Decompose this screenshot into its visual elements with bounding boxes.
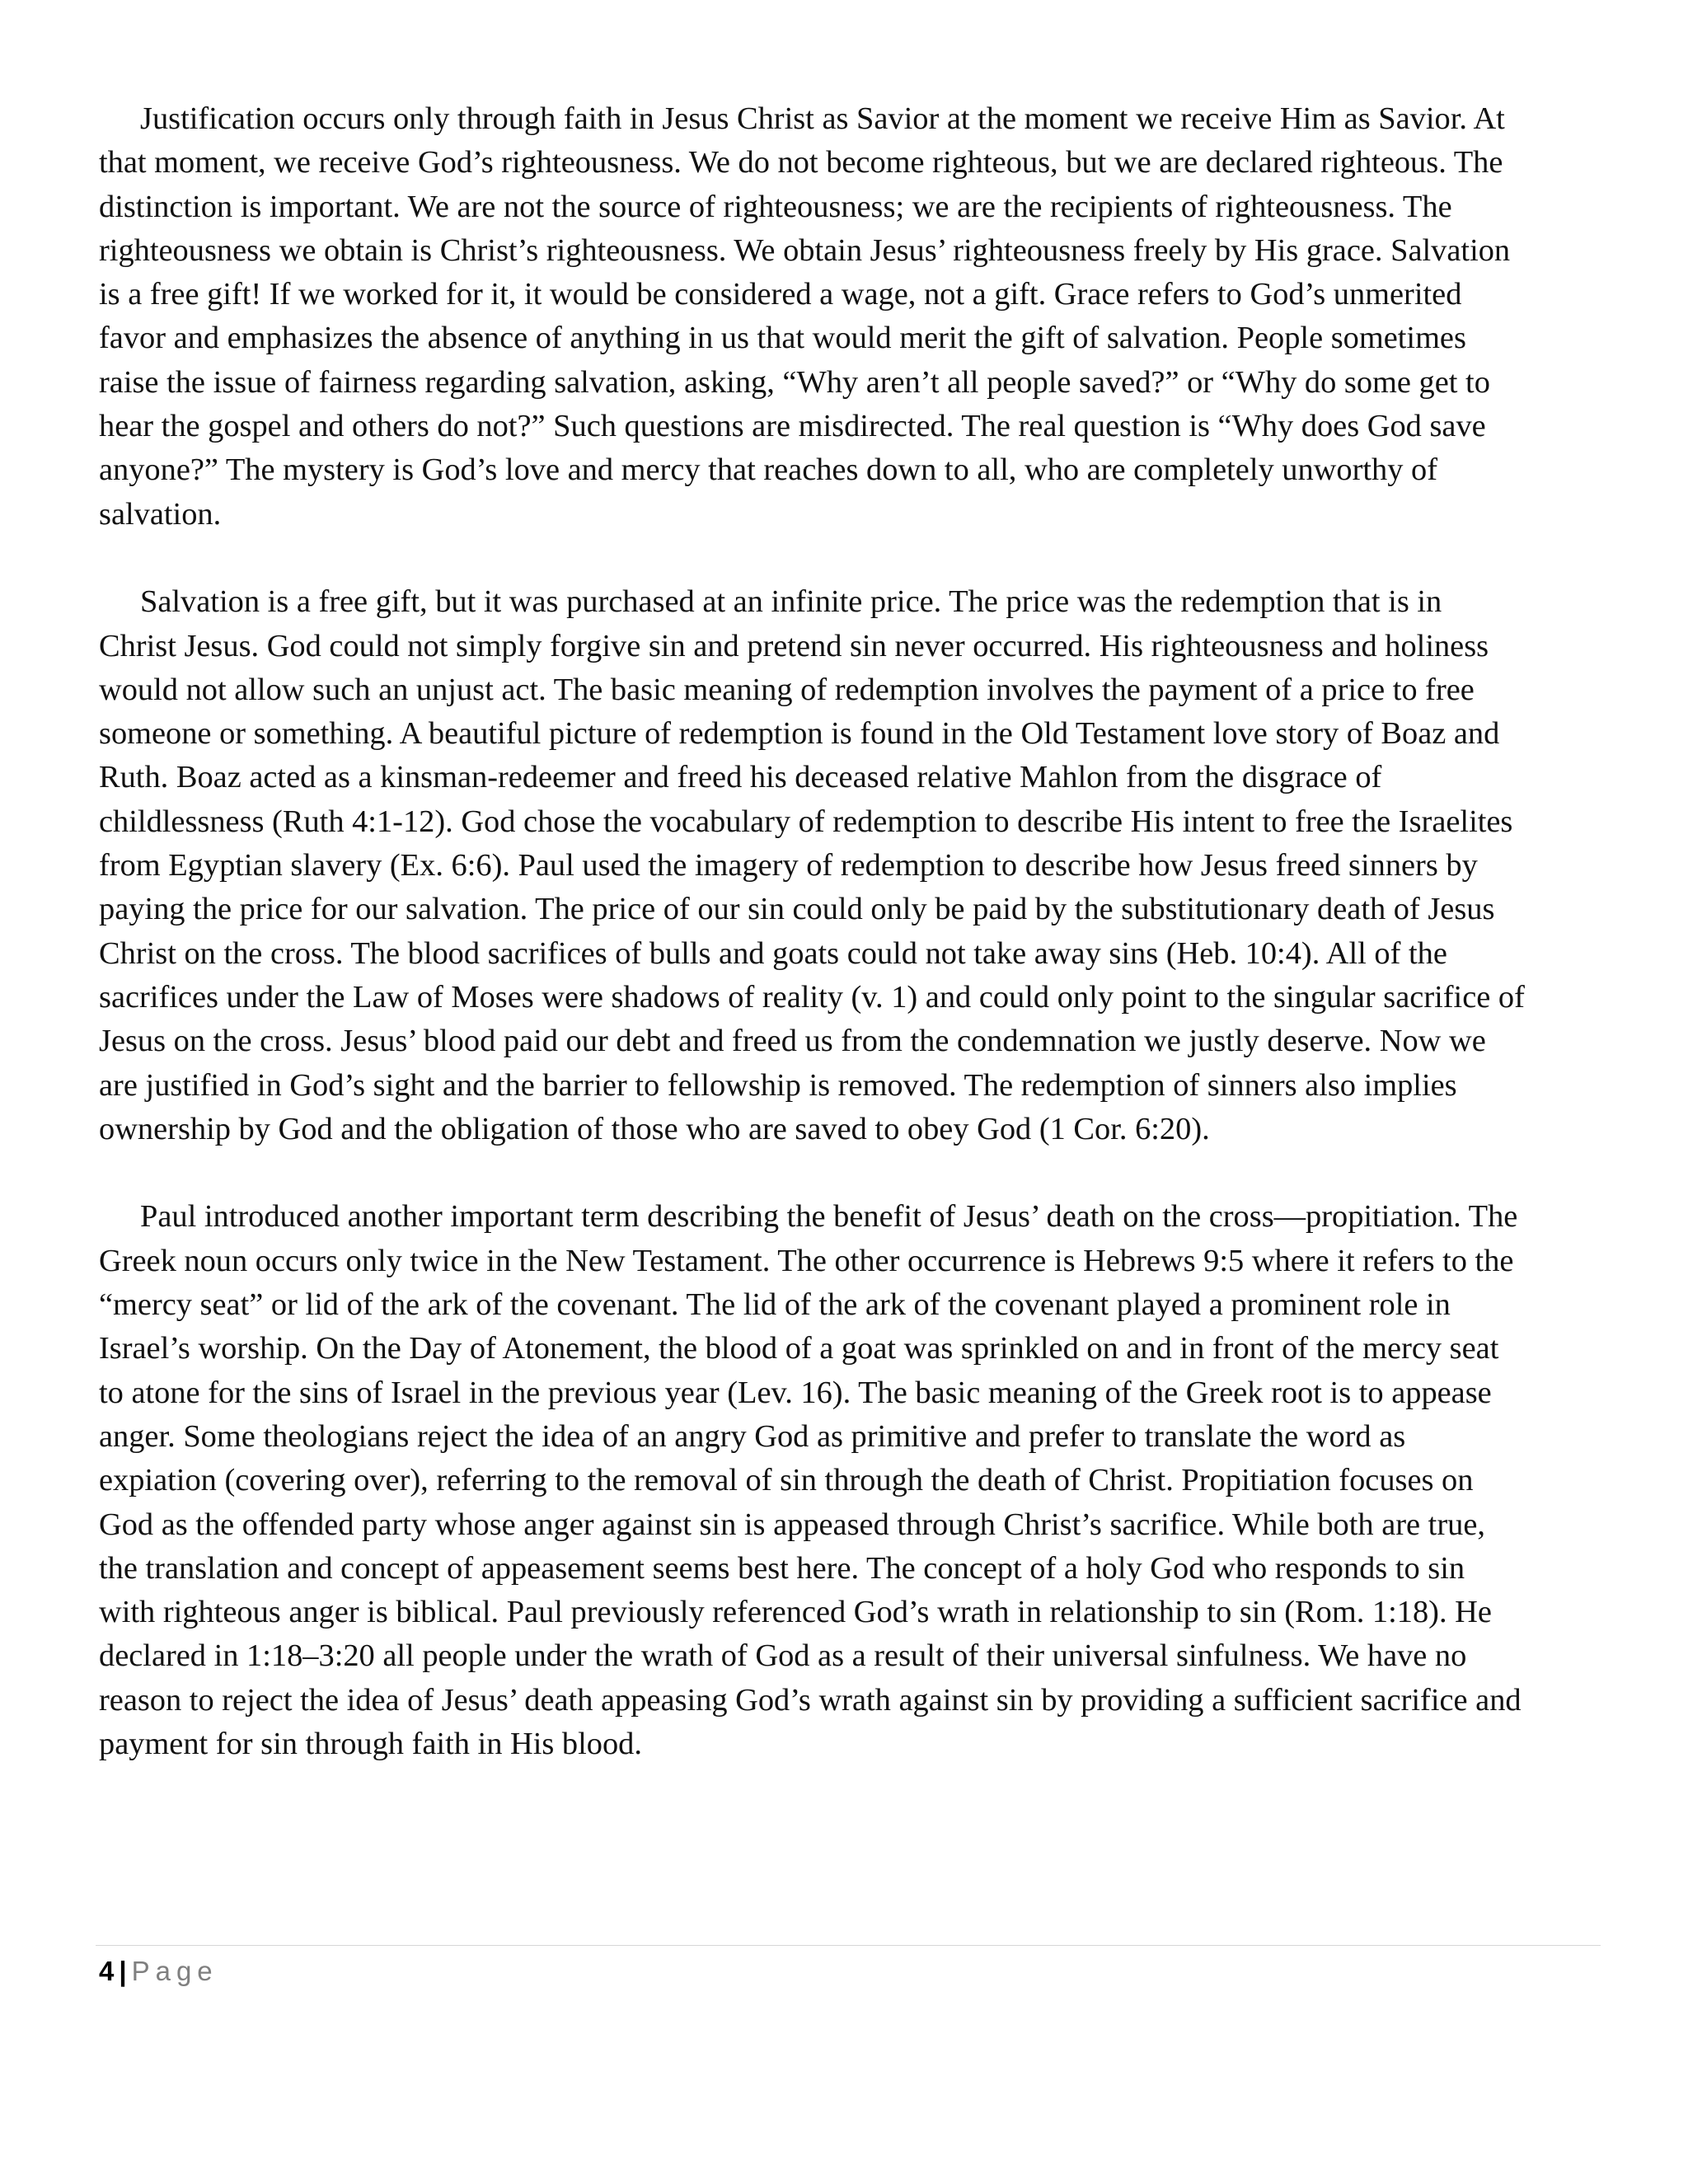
body-text (99, 97, 1525, 1811)
paragraph-redemption: Salvation is a free gift, but it was purchased at an infinite price. The price was the redemption that is in Christ Jesus. God could not simply forgive sin and pretend sin never occurred. His righteousness and holiness would not allow such an unjust act. The basic meaning of redemption involves the payment of a price to free someone or something. A beautiful picture of redemption is found in the Old Testament love story of Boaz and Ruth. Boaz acted as a kinsman-redeemer and freed his deceased relative Mahlon from the disgrace of childlessness (Ruth 4:1-12). God chose the vocabulary of redemption to describe His intent to free the Israelites from Egyptian slavery (Ex. 6:6). Paul used the imagery of redemption to describe how Jesus freed sinners by paying the price for our salvation. The price of our sin could only be paid by the substitutionary death of Jesus Christ on the cross. The blood sacrifices of bulls and goats could not take away sins (Heb. 10:4). All of the sacrifices under the Law of Moses were shadows of reality (v. 1) and could only point to the singular sacrifice of Jesus on the cross. Jesus’ blood paid our debt and freed us from the condemnation we justly deserve. Now we are justified in God’s sight and the barrier to fellowship is removed. The redemption of sinners also implies ownership by God and the obligation of those who are saved to obey God (1 Cor. 6:20). (99, 584, 1525, 1146)
page-label: Page (131, 1956, 218, 1986)
page-number: 4 (99, 1956, 115, 1986)
footer-separator: | (119, 1956, 127, 1986)
footer-divider (96, 1945, 1601, 1946)
page-footer (99, 1955, 218, 1988)
paragraph-justification: Justification occurs only through faith in Jesus Christ as Savior at the moment we receive Him as Savior. At that moment, we receive God’s righteousness. We do not become righteous, but we are declared righteous. The distinction is important. We are not the source of righteousness; we are the recipients of righteousness. The righteousness we obtain is Christ’s righteousness. We obtain Jesus’ righteousness freely by His grace. Salvation is a free gift! If we worked for it, it would be considered a wage, not a gift. Grace refers to God’s unmerited favor and emphasizes the absence of anything in us that would merit the gift of salvation. People sometimes raise the issue of fairness regarding salvation, asking, “Why aren’t all people saved?” or “Why do some get to hear the gospel and others do not?” Such questions are misdirected. The real question is “Why does God save anyone?” The mystery is God’s love and mercy that reaches down to all, who are completely unworthy of salvation. (99, 101, 1511, 532)
paragraph-propitiation: Paul introduced another important term describing the benefit of Jesus’ death on the cross—propitiation. The Greek noun occurs only twice in the New Testament. The other occurrence is Hebrews 9:5 where it refers to the “mercy seat” or lid of the ark of the covenant. The lid of the ark of the covenant played a prominent role in Israel’s worship. On the Day of Atonement, the blood of a goat was sprinkled on and in front of the mercy seat to atone for the sins of Israel in the previous year (Lev. 16). The basic meaning of the Greek root is to appease anger. Some theologians reject the idea of an angry God as primitive and prefer to translate the word as expiation (covering over), referring to the removal of sin through the death of Christ. Propitiation focuses on God as the offended party whose anger against sin is appeased through Christ’s sacrifice. While both are true, the translation and concept of appeasement seems best here. The concept of a holy God who responds to sin with righteous anger is biblical. Paul previously referenced God’s wrath in relationship to sin (Rom. 1:18). He declared in 1:18–3:20 all people under the wrath of God as a result of their universal sinfulness. We have no reason to reject the idea of Jesus’ death appeasing God’s wrath against sin by providing a sufficient sacrifice and payment for sin through faith in His blood. (99, 1199, 1522, 1761)
